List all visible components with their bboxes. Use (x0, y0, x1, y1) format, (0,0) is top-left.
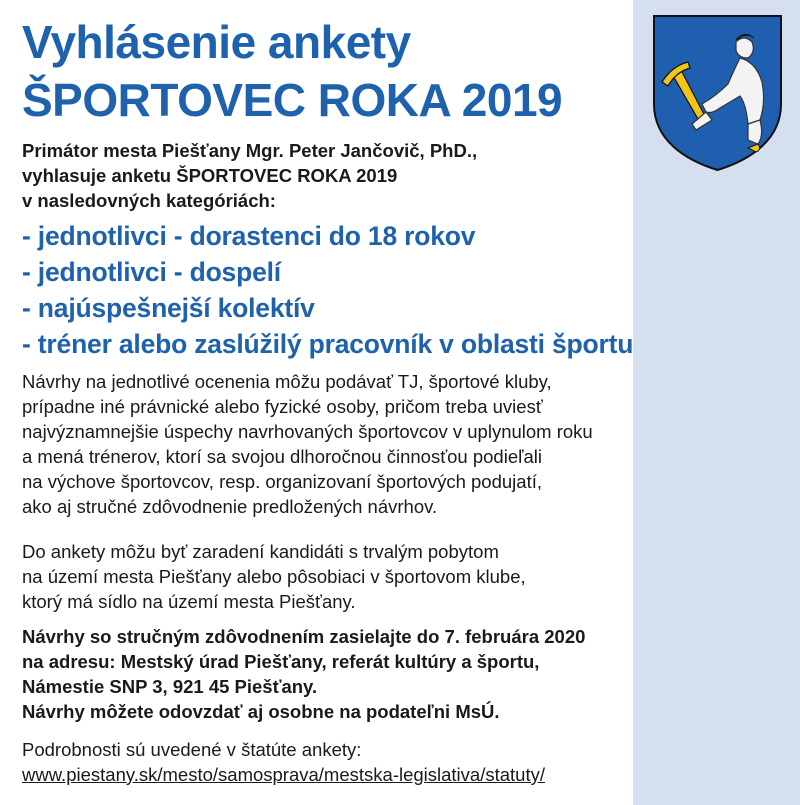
paragraph-line: Námestie SNP 3, 921 45 Piešťany. (22, 676, 318, 697)
submission-paragraph (22, 624, 632, 724)
paragraph-line: ako aj stručné zdôvodnenie predložených návrhov. (22, 496, 438, 517)
eligibility-paragraph (22, 539, 632, 614)
coat-of-arms-icon (650, 12, 785, 172)
category-list (22, 218, 782, 362)
category-item: - najúspešnejší kolektív (22, 293, 315, 323)
intro-text (22, 138, 622, 213)
paragraph-line: na výchove športovcov, resp. organizovaní športových podujatí, (22, 471, 542, 492)
paragraph-line: ktorý má sídlo na území mesta Piešťany. (22, 591, 356, 612)
intro-line: vyhlasuje anketu ŠPORTOVEC ROKA 2019 (22, 165, 398, 186)
page-title-line-2: ŠPORTOVEC ROKA 2019 (22, 74, 563, 126)
details-text: Podrobnosti sú uvedené v štatúte ankety: (22, 739, 362, 760)
category-item: - jednotlivci - dospelí (22, 257, 281, 287)
paragraph-line: prípadne iné právnické alebo fyzické osoby, pričom treba uviesť (22, 396, 543, 417)
category-item: - tréner alebo zaslúžilý pracovník v oblasti športu (22, 329, 634, 359)
paragraph-line: a mená trénerov, ktorí sa svojou dlhoročnou činnosťou podieľali (22, 446, 543, 467)
paragraph-line: Návrhy na jednotlivé ocenenia môžu podávať TJ, športové kluby, (22, 371, 552, 392)
page-title-line-1: Vyhlásenie ankety (22, 16, 411, 68)
statute-link[interactable]: www.piestany.sk/mesto/samosprava/mestska-legislativa/statuty/ (22, 764, 545, 785)
paragraph-line: Do ankety môžu byť zaradení kandidáti s trvalým pobytom (22, 541, 499, 562)
paragraph-line: Návrhy so stručným zdôvodnením zasielajte do 7. februára 2020 (22, 626, 586, 647)
intro-line: Primátor mesta Piešťany Mgr. Peter Jančovič, PhD., (22, 140, 478, 161)
category-item: - jednotlivci - dorastenci do 18 rokov (22, 221, 476, 251)
paragraph-line: na území mesta Piešťany alebo pôsobiaci v športovom klube, (22, 566, 526, 587)
nominations-paragraph (22, 369, 632, 519)
paragraph-line: Návrhy môžete odovzdať aj osobne na podateľni MsÚ. (22, 701, 500, 722)
paragraph-line: na adresu: Mestský úrad Piešťany, referát kultúry a športu, (22, 651, 540, 672)
intro-line: v nasledovných kategóriách: (22, 190, 276, 211)
details-paragraph (22, 737, 632, 787)
paragraph-line: najvýznamnejšie úspechy navrhovaných športovcov v uplynulom roku (22, 421, 593, 442)
